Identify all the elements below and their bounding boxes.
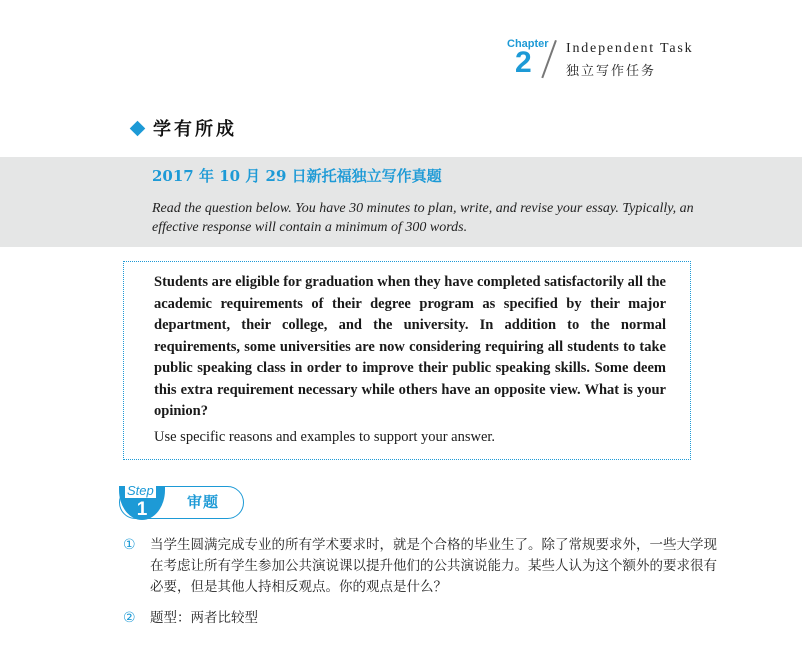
exam-title: 2017 年 10 月 29 日新托福独立写作真题: [152, 167, 442, 185]
chapter-number: 2: [515, 46, 532, 79]
chapter-word: Chapter: [507, 38, 549, 50]
item-text: 当学生圆满完成专业的所有学术要求时，就是个合格的毕业生了。除了常规要求外，一些大学现在考虑让所有学生参加公共演说课以提升他们的公共演说能力。某些人认为这个额外的要求很有必要，但是其他人持相反观点。你的观点是什么？: [150, 537, 717, 595]
step-number: 1: [136, 499, 148, 520]
step-word: Step: [127, 483, 154, 498]
task-title-cn: 独立写作任务: [566, 64, 657, 79]
exam-instruction: Read the question below. You have 30 minutes to plan, write, and revise your essay. Typically, an effective response will contain a minimum of 300 words.: [152, 201, 694, 235]
section-heading: [132, 116, 237, 140]
item-marker: ②: [123, 610, 136, 626]
step-label: 审题: [187, 493, 220, 511]
essay-prompt-text: Students are eligible for graduation when they have completed satisfactorily all the academic requirements of their degree program as specified by their major department, their college, and the university. In addition to the normal requirements, some universities are now considering requiring all students to take public speaking class in order to improve their public speaking skills. Some deem this extra requirement necessary while others have an opposite view. What is your opinion?: [154, 274, 666, 419]
essay-prompt-support: Use specific reasons and examples to support your answer.: [154, 429, 496, 445]
item-marker: ①: [123, 537, 136, 553]
step-badge: [119, 482, 246, 524]
section-title: 学有所成: [153, 119, 237, 140]
item-text: 题型：两者比较型: [150, 610, 258, 626]
essay-prompt-box: [123, 261, 691, 460]
question-header-band: [0, 157, 802, 247]
diamond-bullet-icon: [130, 120, 146, 136]
task-title-en: Independent Task: [566, 41, 694, 56]
chapter-header: [505, 38, 802, 82]
